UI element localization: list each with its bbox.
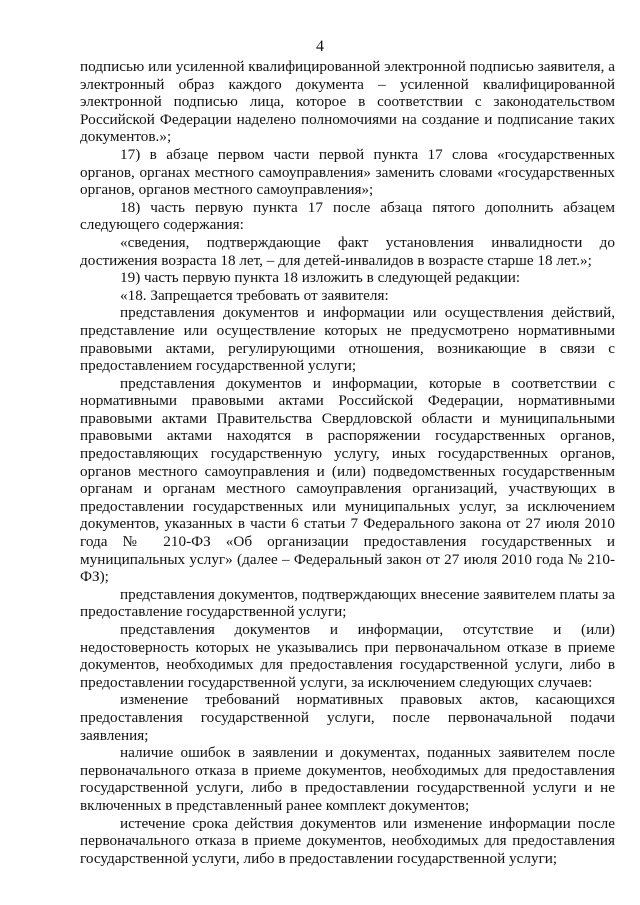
paragraph-item-19: 19) часть первую пункта 18 изложить в следующей редакции: — [120, 269, 521, 287]
document-body — [80, 58, 615, 867]
paragraph-prohibition-payment: представления документов, подтверждающих внесение заявителем платы за предоставление государственной услуги; — [80, 585, 615, 621]
paragraph-exception-expiry: истечение срока действия документов или изменение информации после первоначального отказа в приеме документов, необходимых для предоставления государственной услуги, либо в предоставлении государственной услуги; — [80, 814, 615, 867]
paragraph-item-17: 17) в абзаце первом части первой пункта 17 слова «государственных органов, органах местного самоуправления» заменить словами «государственных органов, органов местного самоуправления»; — [80, 145, 615, 199]
paragraph-prohibition-documents: представления документов и информации, которые в соответствии с нормативными правовыми актами Российской Федерации, нормативными правовыми актами Правительства Свердловской области и муниципальными правовыми актами находятся в распоряжении государственных органов, предоставляющих государственную услугу, иных государственных органов, органов местного самоуправления и (или) подведомственных государственным органам и органам местного самоуправления организаций, участвующих в предоставлении государственных или муниципальных услуг, за исключением документов, указанных в части 6 статьи 7 Федерального закона от 27 июля 2010 года № 210-ФЗ «Об организации предоставления государственных и муниципальных услуг» (далее – Федеральный закон от 27 июля 2010 года № 210-ФЗ); — [80, 374, 615, 586]
paragraph-continuation: подписью или усиленной квалифицированной электронной подписью заявителя, а электронный образ каждого документа – усиленной квалифицированной электронной подписью лица, которое в соответствии с законодательством Российской Федерации наделено полномочиями на создание и подписание таких документов.»; — [80, 58, 615, 146]
page-number: 4 — [316, 38, 324, 55]
paragraph-item-18: 18) часть первую пункта 17 после абзаца пятого дополнить абзацем следующего содержания: — [80, 198, 615, 234]
paragraph-prohibition-missing-info: представления документов и информации, отсутствие и (или) недостоверность которых не указывались при первоначальном отказе в приеме документов, необходимых для предоставления государственной услуги, либо в предоставлении государственной услуги, за исключением следующих случаев: — [80, 621, 615, 691]
paragraph-exception-requirements: изменение требований нормативных правовых актов, касающихся предоставления государственной услуги, после первоначальной подачи заявления; — [80, 691, 615, 744]
paragraph-prohibition-actions: представления документов и информации или осуществления действий, представление или осуществление которых не предусмотрено нормативными правовыми актами, регулирующими отношения, возникающие в связи с предоставлением государственной услуги; — [80, 304, 615, 375]
paragraph-quote-disability: «сведения, подтверждающие факт установления инвалидности до достижения возраста 18 лет, – для детей-инвалидов в возрасте старше 18 лет.»; — [80, 233, 615, 269]
paragraph-clause-18: «18. Запрещается требовать от заявителя: — [120, 286, 389, 304]
paragraph-exception-errors: наличие ошибок в заявлении и документах, поданных заявителем после первоначального отказа в приеме документов, необходимых для предоставления государственной услуги, либо в предоставлении государственной услуги и не включенных в представленный ранее комплект документов; — [80, 744, 615, 814]
